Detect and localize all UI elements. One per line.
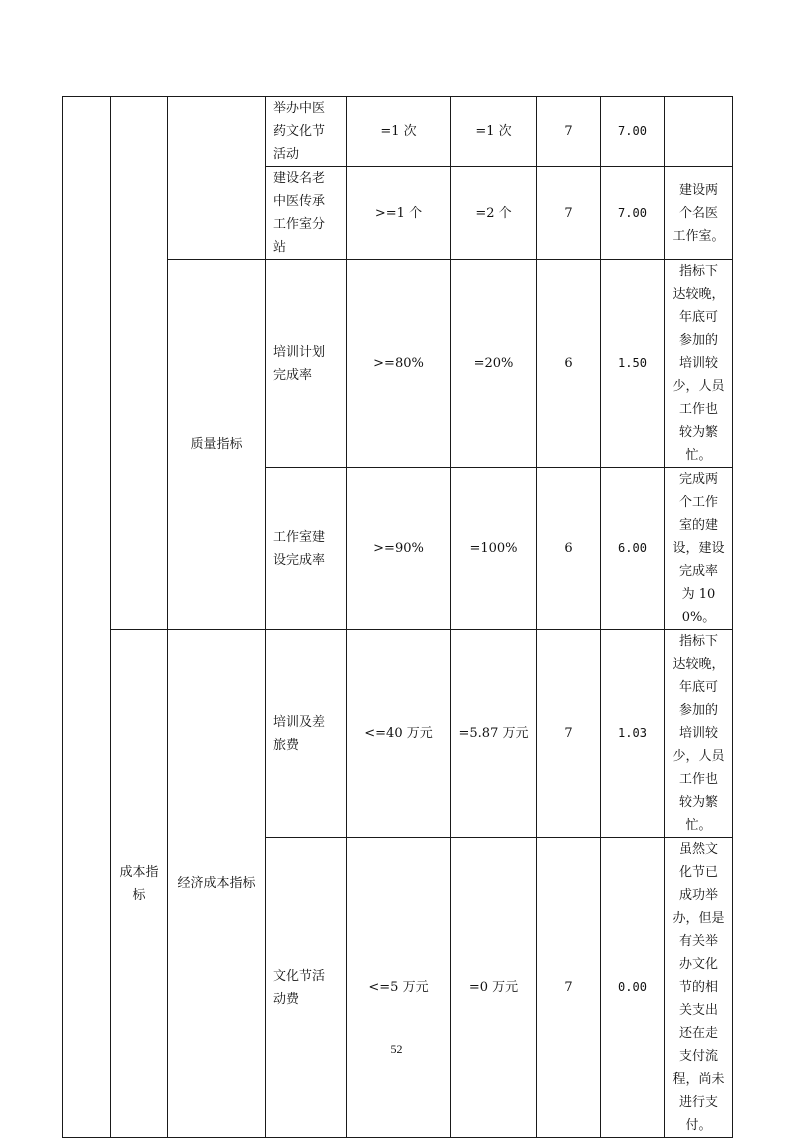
quality-indicator-group-cell: 质量指标 (168, 260, 266, 630)
actual-value-cell: =5.87 万元 (451, 630, 537, 838)
annual-target-cell: >=90% (347, 468, 451, 630)
actual-value-cell: =1 次 (451, 97, 537, 167)
actual-value-cell: =20% (451, 260, 537, 468)
weight-cell: 6 (537, 260, 601, 468)
level3-indicator-cell (168, 97, 266, 260)
annual-target-cell: <=5 万元 (347, 838, 451, 1138)
indicator-name-cell: 培训及差 旅费 (266, 630, 347, 838)
score-cell: 1.03 (601, 630, 665, 838)
annual-target-cell: >=80% (347, 260, 451, 468)
score-cell: 7.00 (601, 167, 665, 260)
table-row (63, 97, 733, 167)
deviation-note-cell: 虽然文 化节已 成功举 办，但是 有关举 办文化 节的相 关支出 还在走 支付流 程，尚未 进行支 付。 (665, 838, 733, 1138)
weight-cell: 7 (537, 97, 601, 167)
economic-cost-group-cell: 经济成本指标 (168, 630, 266, 1138)
indicator-name-cell: 建设名老 中医传承 工作室分 站 (266, 167, 347, 260)
score-cell: 6.00 (601, 468, 665, 630)
page-number: 52 (390, 1042, 403, 1056)
cost-indicator-group-cell: 成本指 标 (111, 630, 168, 1138)
actual-value-cell: =100% (451, 468, 537, 630)
score-cell: 0.00 (601, 838, 665, 1138)
level2-indicator-cell (111, 97, 168, 630)
actual-value-cell: =2 个 (451, 167, 537, 260)
weight-cell: 6 (537, 468, 601, 630)
weight-cell: 7 (537, 630, 601, 838)
weight-cell: 7 (537, 167, 601, 260)
deviation-note-cell (665, 97, 733, 167)
deviation-note-cell: 建设两 个名医 工作室。 (665, 167, 733, 260)
annual-target-cell: >=1 个 (347, 167, 451, 260)
score-cell: 1.50 (601, 260, 665, 468)
indicator-name-cell: 举办中医 药文化节 活动 (266, 97, 347, 167)
score-cell: 7.00 (601, 97, 665, 167)
level1-indicator-cell (63, 97, 111, 1138)
annual-target-cell: =1 次 (347, 97, 451, 167)
deviation-note-cell: 指标下 达较晚， 年底可 参加的 培训较 少，人员 工作也 较为繁 忙。 (665, 260, 733, 468)
performance-indicator-table (62, 96, 733, 1138)
annual-target-cell: <=40 万元 (347, 630, 451, 838)
indicator-name-cell: 文化节活 动费 (266, 838, 347, 1138)
indicator-name-cell: 培训计划 完成率 (266, 260, 347, 468)
indicator-name-cell: 工作室建 设完成率 (266, 468, 347, 630)
weight-cell: 7 (537, 838, 601, 1138)
deviation-note-cell: 指标下 达较晚， 年底可 参加的 培训较 少，人员 工作也 较为繁 忙。 (665, 630, 733, 838)
table-row (63, 630, 733, 838)
deviation-note-cell: 完成两 个工作 室的建 设，建设 完成率 为 100%。 (665, 468, 733, 630)
actual-value-cell: =0 万元 (451, 838, 537, 1138)
